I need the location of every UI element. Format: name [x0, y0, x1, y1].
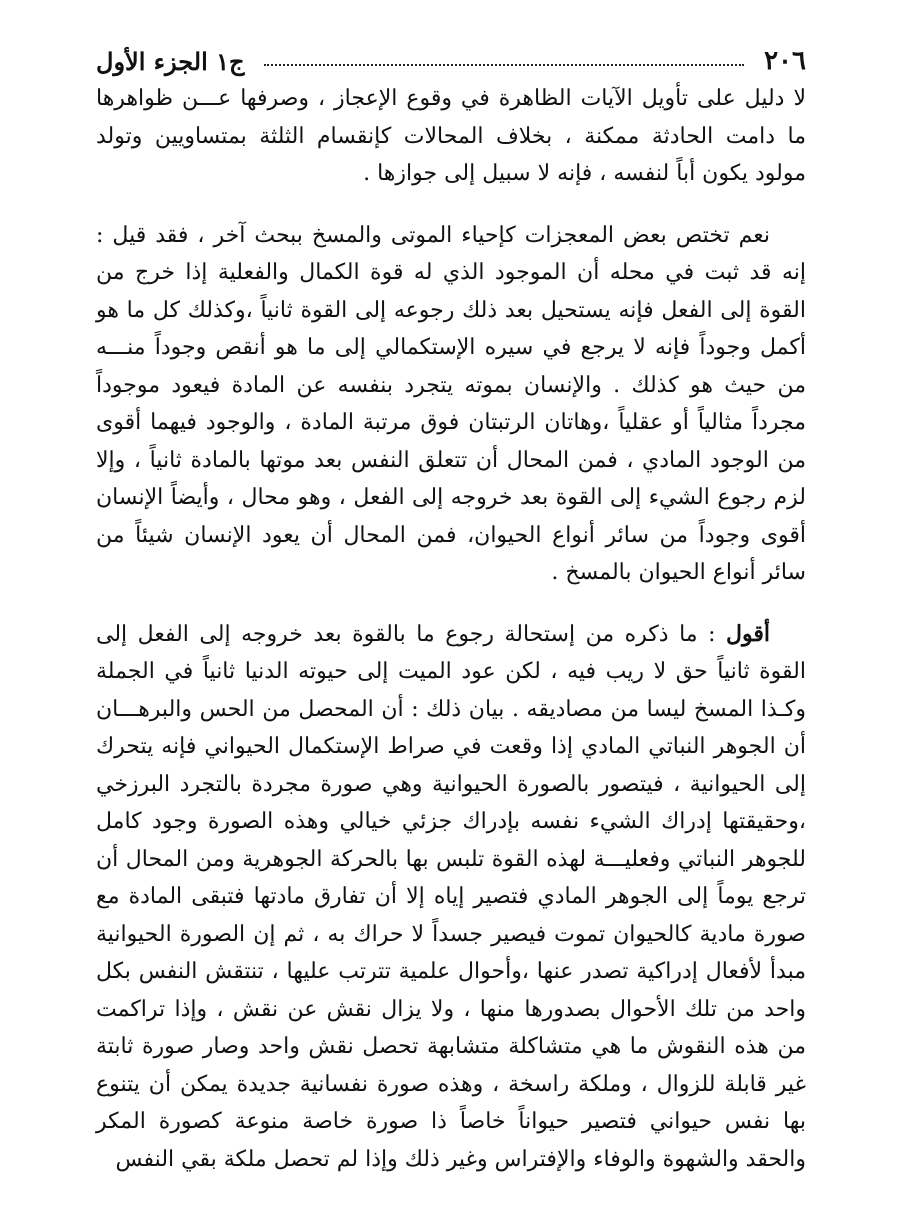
- paragraph-3: [96, 616, 806, 1179]
- paragraph-2: نعم تختص بعض المعجزات كإحياء الموتى والمسخ ببحث آخر ، فقد قيل : إنه قد ثبت في محله أن الموجود الذي له قوة الكمال والفعلية إذا خرج من القوة إلى الفعل فإنه يستحيل بعد ذلك رجوعه إلى القوة ثانياً ،وكذلك كل ما هو أكمل وجوداً فإنه لا يرجع في سيره الإستكمالي إلى ما هو أنقص وجوداً منـــه من حيث هو كذلك . والإنسان بموته يتجرد بنفسه عن المادة فيعود موجوداً مجرداً مثالياً أو عقلياً ،وهاتان الرتبتان فوق مرتبة المادة ، والوجود فيهما أقوى من الوجود المادي ، فمن المحال أن تتعلق النفس بعد موتها بالمادة ثانياً ، وإلا لزم رجوع الشيء إلى القوة بعد خروجه إلى الفعل ، وهو محال ، وأيضاً الإنسان أقوى وجوداً من سائر أنواع الحيوان، فمن المحال أن يعود الإنسان شيئاً من سائر أنواع الحيوان بالمسخ .: [96, 222, 806, 585]
- paragraph-3-lead-word: أقول: [726, 620, 770, 647]
- page-body: [96, 80, 806, 1178]
- paragraph-1: لا دليل على تأويل الآيات الظاهرة في وقوع الإعجاز ، وصرفها عـــن ظواهرها ما دامت الحادثة ممكنة ، بخلاف المحالات كإنقسام الثلثة بمتساويين وتولد مولود يكون أباً لنفسه ، فإنه لا سبيل إلى جوازها .: [96, 86, 806, 186]
- running-header: [96, 36, 806, 76]
- volume-title: ج١ الجزء الأول: [96, 47, 245, 76]
- paragraph-3-text: : ما ذكره من إستحالة رجوع ما بالقوة بعد خروجه إلى الفعل إلى القوة ثانياً حق لا ريب فيه ، لكن عود الميت إلى حيوته الدنيا ثانياً في الجملة وكـذا المسخ ليسا من مصاديقه . بيان ذلك : أن المحصل من الحس والبرهـــان أن الجوهر النباتي المادي إذا وقعت في صراط الإستكمال الحيواني فإنه يتحرك إلى الحيوانية ، فيتصور بالصورة الحيوانية وهي صورة مجردة بالتجرد البرزخي ،وحقيقتها إدراك الشيء نفسه بإدراك جزئي خيالي وهذه الصورة وجود كامل للجوهر النباتي وفعليـــة لهذه القوة تلبس بها بالحركة الجوهرية ومن المحال أن ترجع يوماً إلى الجوهر المادي فتصير إياه إلا أن تفارق مادتها فتبقى المادة مع صورة مادية كالحيوان تموت فيصير جسداً لا حراك به ، ثم إن الصورة الحيوانية مبدأ لأفعال إدراكية تصدر عنها ،وأحوال علمية تترتب عليها ، تنتقش النفس بكل واحد من تلك الأحوال بصدورها منها ، ولا يزال نقش عن نقش ، وإذا تراكمت من هذه النقوش ما هي متشاكلة متشابهة تحصل نقش واحد وصار صورة ثابتة غير قابلة للزوال ، وملكة راسخة ، وهذه صورة نفسانية جديدة يمكن أن يتنوع بها نفس حيواني فتصير حيواناً خاصاً ذا صورة خاصة منوعة كصورة المكر والحقد والشهوة والوفاء والإفتراس وغير ذلك وإذا لم تحصل ملكة بقي النفس: [96, 621, 806, 1172]
- page-number: ٢٠٦: [764, 46, 806, 76]
- header-dotted-rule: [264, 64, 744, 66]
